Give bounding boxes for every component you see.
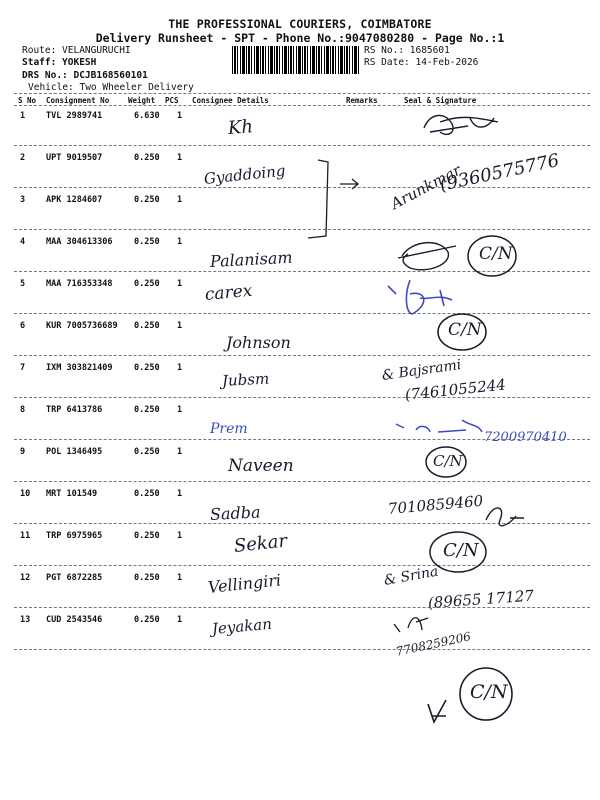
row-consignment: UPT 9019507	[46, 153, 103, 163]
row-sno: 7	[20, 363, 26, 373]
bracket-mark	[308, 160, 328, 238]
handwritten-signature: Arunkmar	[387, 161, 465, 213]
row-pcs: 1	[177, 195, 183, 205]
handwritten-signature: & Bajsrami	[380, 356, 463, 384]
row-consignment: PGT 6872285	[46, 573, 103, 583]
row-pcs: 1	[177, 447, 183, 457]
handwritten-name: Kh	[227, 116, 254, 139]
col-sno: S No	[18, 96, 37, 105]
arrow-mark	[340, 179, 358, 189]
row-consignment: KUR 7005736689	[46, 321, 118, 331]
col-pcs: PCS	[165, 96, 179, 105]
handwritten-name: Vellingiri	[207, 570, 282, 597]
drs-number: DRS No.: DCJB168560101	[22, 70, 148, 81]
row-consignment: IXM 303821409	[46, 363, 113, 373]
row-consignment: POL 1346495	[46, 447, 103, 457]
handwritten-signature: & Srina	[382, 563, 440, 589]
row-sno: 5	[20, 279, 26, 289]
row-pcs: 1	[177, 279, 183, 289]
handwritten-name: Prem	[210, 421, 248, 437]
row-weight: 0.250	[134, 615, 160, 625]
row-weight: 0.250	[134, 573, 160, 583]
col-seal-signature: Seal & Signature	[404, 96, 477, 105]
row-weight: 0.250	[134, 279, 160, 289]
row-pcs: 1	[177, 237, 183, 247]
row-weight: 0.250	[134, 489, 160, 499]
handwritten-phone: 7708259206	[394, 629, 473, 659]
cn-stamp-text: C/N	[470, 681, 508, 703]
handwritten-name: Sekar	[232, 530, 289, 557]
signature-scribble	[486, 508, 524, 526]
row-pcs: 1	[177, 405, 183, 415]
row-sno: 8	[20, 405, 26, 415]
row-pcs: 1	[177, 615, 183, 625]
row-sno: 10	[20, 489, 31, 499]
row-sno: 9	[20, 447, 26, 457]
rs-date: RS Date: 14-Feb-2026	[364, 57, 479, 68]
handwritten-name: Gyaddoing	[203, 161, 287, 188]
row-pcs: 1	[177, 153, 183, 163]
vehicle-label: Vehicle: Two Wheeler Delivery	[28, 82, 194, 93]
company-title: THE PROFESSIONAL COURIERS, COIMBATORE	[168, 17, 432, 31]
row-sno: 6	[20, 321, 26, 331]
handwritten-phone: (89655 17127	[427, 586, 535, 612]
handwritten-phone: 7200970410	[484, 430, 567, 445]
handwritten-phone: (9360575776	[437, 149, 562, 196]
cn-stamp-text: C/N	[443, 540, 479, 561]
blue-signature	[396, 420, 482, 432]
row-weight: 6.630	[134, 111, 160, 121]
row-weight: 0.250	[134, 405, 160, 415]
row-consignment: TRP 6413786	[46, 405, 103, 415]
row-weight: 0.250	[134, 447, 160, 457]
handwritten-phone: (7461055244	[404, 375, 507, 404]
row-consignment: TRP 6975965	[46, 531, 103, 541]
col-weight: Weight	[128, 96, 156, 105]
handwritten-name: Naveen	[228, 456, 294, 476]
handwritten-name: Sadba	[209, 502, 261, 524]
row-pcs: 1	[177, 111, 183, 121]
cn-stamp-text: C/N	[479, 244, 513, 264]
staff-label: Staff: YOKESH	[22, 57, 97, 68]
row-sno: 4	[20, 237, 26, 247]
row-consignment: MRT 101549	[46, 489, 98, 499]
row-pcs: 1	[177, 531, 183, 541]
row-sno: 2	[20, 153, 26, 163]
signature-scribble	[394, 618, 428, 632]
row-consignment: APK 1284607	[46, 195, 103, 205]
struck-signature	[398, 243, 456, 270]
row-consignment: MAA 716353348	[46, 279, 113, 289]
signature-scribble	[424, 115, 498, 134]
row-pcs: 1	[177, 573, 183, 583]
row-pcs: 1	[177, 363, 183, 373]
rs-number: RS No.: 1685601	[364, 45, 450, 56]
bottom-mark	[428, 700, 446, 722]
row-weight: 0.250	[134, 531, 160, 541]
handwritten-phone: 7010859460	[387, 491, 484, 518]
row-pcs: 1	[177, 489, 183, 499]
handwritten-name: carex	[204, 280, 254, 305]
row-sno: 11	[20, 531, 31, 541]
row-weight: 0.250	[134, 195, 160, 205]
col-remarks: Remarks	[346, 96, 378, 105]
row-weight: 0.250	[134, 363, 160, 373]
handwritten-name: Johnson	[226, 333, 291, 352]
row-pcs: 1	[177, 321, 183, 331]
cn-stamp-text: C/N	[448, 320, 482, 340]
row-weight: 0.250	[134, 237, 160, 247]
row-consignment: CUD 2543546	[46, 615, 103, 625]
row-weight: 0.250	[134, 321, 160, 331]
col-consignment: Consignment No	[46, 96, 110, 105]
row-consignment: TVL 2989741	[46, 111, 103, 121]
col-consignee: Consignee Details	[192, 96, 269, 105]
cn-stamp-text: C/N	[433, 452, 463, 470]
blue-signature	[388, 280, 452, 314]
handwritten-name: Jeyakan	[211, 614, 273, 638]
runsheet-subtitle: Delivery Runsheet - SPT - Phone No.:9047080280 - Page No.:1	[95, 31, 505, 45]
route-label: Route: VELANGURUCHI	[22, 45, 131, 56]
row-sno: 12	[20, 573, 31, 583]
row-sno: 1	[20, 111, 26, 121]
handwritten-name: Palanisam	[209, 247, 293, 271]
row-sno: 3	[20, 195, 26, 205]
row-weight: 0.250	[134, 153, 160, 163]
row-sno: 13	[20, 615, 31, 625]
row-consignment: MAA 304613306	[46, 237, 113, 247]
handwritten-name: Jubsm	[221, 369, 270, 390]
